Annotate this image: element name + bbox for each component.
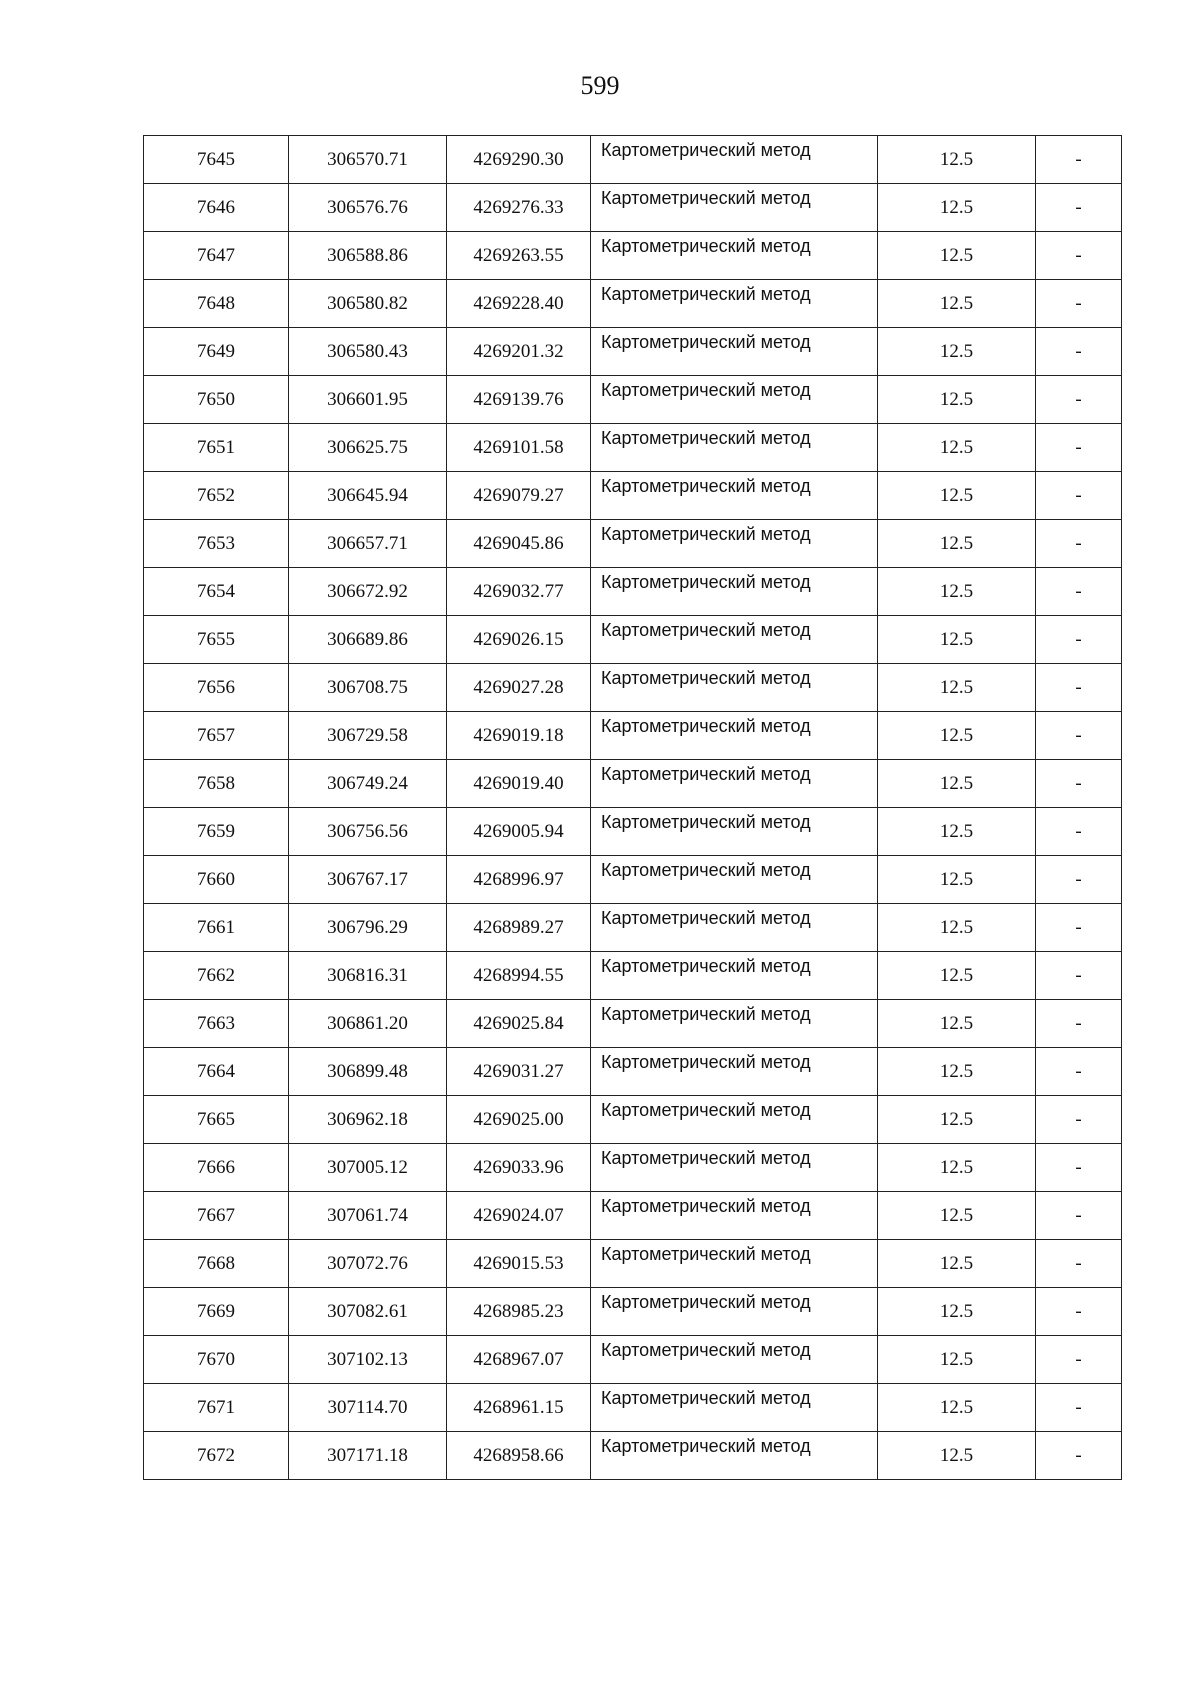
y-coordinate-cell: 4269228.40	[447, 280, 591, 328]
x-coordinate-cell: 306796.29	[289, 904, 447, 952]
note-cell: -	[1036, 712, 1122, 760]
method-cell: Картометрический метод	[591, 952, 878, 1000]
table-row	[144, 616, 1122, 664]
note-cell: -	[1036, 1336, 1122, 1384]
method-cell: Картометрический метод	[591, 1288, 878, 1336]
y-coordinate-cell: 4269032.77	[447, 568, 591, 616]
point-number-cell: 7667	[144, 1192, 289, 1240]
note-cell: -	[1036, 1192, 1122, 1240]
method-cell: Картометрический метод	[591, 1384, 878, 1432]
accuracy-cell: 12.5	[878, 1288, 1036, 1336]
point-number-cell: 7658	[144, 760, 289, 808]
note-cell: -	[1036, 1432, 1122, 1480]
point-number-cell: 7668	[144, 1240, 289, 1288]
point-number-cell: 7660	[144, 856, 289, 904]
method-cell: Картометрический метод	[591, 232, 878, 280]
table-row	[144, 1144, 1122, 1192]
table-row	[144, 808, 1122, 856]
table-row	[144, 1240, 1122, 1288]
table-row	[144, 328, 1122, 376]
point-number-cell: 7645	[144, 136, 289, 184]
method-cell: Картометрический метод	[591, 904, 878, 952]
note-cell: -	[1036, 424, 1122, 472]
point-number-cell: 7646	[144, 184, 289, 232]
y-coordinate-cell: 4269101.58	[447, 424, 591, 472]
x-coordinate-cell: 307171.18	[289, 1432, 447, 1480]
point-number-cell: 7663	[144, 1000, 289, 1048]
note-cell: -	[1036, 952, 1122, 1000]
x-coordinate-cell: 306708.75	[289, 664, 447, 712]
table-row	[144, 664, 1122, 712]
y-coordinate-cell: 4269025.84	[447, 1000, 591, 1048]
x-coordinate-cell: 306689.86	[289, 616, 447, 664]
method-cell: Картометрический метод	[591, 616, 878, 664]
y-coordinate-cell: 4269079.27	[447, 472, 591, 520]
y-coordinate-cell: 4268958.66	[447, 1432, 591, 1480]
accuracy-cell: 12.5	[878, 1096, 1036, 1144]
note-cell: -	[1036, 232, 1122, 280]
method-cell: Картометрический метод	[591, 424, 878, 472]
table-row	[144, 1432, 1122, 1480]
point-number-cell: 7654	[144, 568, 289, 616]
y-coordinate-cell: 4269263.55	[447, 232, 591, 280]
accuracy-cell: 12.5	[878, 1384, 1036, 1432]
accuracy-cell: 12.5	[878, 1336, 1036, 1384]
x-coordinate-cell: 306570.71	[289, 136, 447, 184]
method-cell: Картометрический метод	[591, 664, 878, 712]
point-number-cell: 7669	[144, 1288, 289, 1336]
point-number-cell: 7656	[144, 664, 289, 712]
table-row	[144, 232, 1122, 280]
point-number-cell: 7662	[144, 952, 289, 1000]
y-coordinate-cell: 4269027.28	[447, 664, 591, 712]
x-coordinate-cell: 306657.71	[289, 520, 447, 568]
method-cell: Картометрический метод	[591, 520, 878, 568]
accuracy-cell: 12.5	[878, 136, 1036, 184]
point-number-cell: 7651	[144, 424, 289, 472]
x-coordinate-cell: 306861.20	[289, 1000, 447, 1048]
method-cell: Картометрический метод	[591, 280, 878, 328]
note-cell: -	[1036, 472, 1122, 520]
accuracy-cell: 12.5	[878, 808, 1036, 856]
method-cell: Картометрический метод	[591, 1336, 878, 1384]
y-coordinate-cell: 4268989.27	[447, 904, 591, 952]
y-coordinate-cell: 4268994.55	[447, 952, 591, 1000]
y-coordinate-cell: 4269026.15	[447, 616, 591, 664]
accuracy-cell: 12.5	[878, 1432, 1036, 1480]
y-coordinate-cell: 4268961.15	[447, 1384, 591, 1432]
coordinates-table	[143, 135, 1122, 1480]
y-coordinate-cell: 4269201.32	[447, 328, 591, 376]
method-cell: Картометрический метод	[591, 472, 878, 520]
method-cell: Картометрический метод	[591, 712, 878, 760]
point-number-cell: 7664	[144, 1048, 289, 1096]
note-cell: -	[1036, 568, 1122, 616]
method-cell: Картометрический метод	[591, 856, 878, 904]
y-coordinate-cell: 4269031.27	[447, 1048, 591, 1096]
table-row	[144, 1048, 1122, 1096]
x-coordinate-cell: 307072.76	[289, 1240, 447, 1288]
x-coordinate-cell: 306625.75	[289, 424, 447, 472]
x-coordinate-cell: 306749.24	[289, 760, 447, 808]
accuracy-cell: 12.5	[878, 280, 1036, 328]
method-cell: Картометрический метод	[591, 1096, 878, 1144]
y-coordinate-cell: 4269276.33	[447, 184, 591, 232]
accuracy-cell: 12.5	[878, 520, 1036, 568]
note-cell: -	[1036, 904, 1122, 952]
note-cell: -	[1036, 376, 1122, 424]
y-coordinate-cell: 4269033.96	[447, 1144, 591, 1192]
y-coordinate-cell: 4269019.40	[447, 760, 591, 808]
table-row	[144, 1336, 1122, 1384]
method-cell: Картометрический метод	[591, 1048, 878, 1096]
method-cell: Картометрический метод	[591, 808, 878, 856]
x-coordinate-cell: 306580.43	[289, 328, 447, 376]
note-cell: -	[1036, 760, 1122, 808]
accuracy-cell: 12.5	[878, 1240, 1036, 1288]
table-row	[144, 568, 1122, 616]
accuracy-cell: 12.5	[878, 1192, 1036, 1240]
point-number-cell: 7653	[144, 520, 289, 568]
note-cell: -	[1036, 1048, 1122, 1096]
note-cell: -	[1036, 1288, 1122, 1336]
x-coordinate-cell: 306672.92	[289, 568, 447, 616]
point-number-cell: 7649	[144, 328, 289, 376]
method-cell: Картометрический метод	[591, 376, 878, 424]
note-cell: -	[1036, 1144, 1122, 1192]
table-row	[144, 856, 1122, 904]
point-number-cell: 7652	[144, 472, 289, 520]
point-number-cell: 7671	[144, 1384, 289, 1432]
x-coordinate-cell: 306767.17	[289, 856, 447, 904]
page-number: 599	[580, 71, 620, 100]
method-cell: Картометрический метод	[591, 1144, 878, 1192]
note-cell: -	[1036, 1384, 1122, 1432]
y-coordinate-cell: 4269015.53	[447, 1240, 591, 1288]
method-cell: Картометрический метод	[591, 1432, 878, 1480]
table-row	[144, 136, 1122, 184]
note-cell: -	[1036, 808, 1122, 856]
table-row	[144, 1000, 1122, 1048]
note-cell: -	[1036, 616, 1122, 664]
table-row	[144, 760, 1122, 808]
accuracy-cell: 12.5	[878, 952, 1036, 1000]
coordinates-table-body	[144, 136, 1122, 1480]
method-cell: Картометрический метод	[591, 184, 878, 232]
accuracy-cell: 12.5	[878, 184, 1036, 232]
y-coordinate-cell: 4269139.76	[447, 376, 591, 424]
note-cell: -	[1036, 520, 1122, 568]
x-coordinate-cell: 306729.58	[289, 712, 447, 760]
y-coordinate-cell: 4269024.07	[447, 1192, 591, 1240]
note-cell: -	[1036, 664, 1122, 712]
method-cell: Картометрический метод	[591, 760, 878, 808]
method-cell: Картометрический метод	[591, 1240, 878, 1288]
x-coordinate-cell: 307082.61	[289, 1288, 447, 1336]
accuracy-cell: 12.5	[878, 760, 1036, 808]
point-number-cell: 7647	[144, 232, 289, 280]
accuracy-cell: 12.5	[878, 1000, 1036, 1048]
y-coordinate-cell: 4269045.86	[447, 520, 591, 568]
accuracy-cell: 12.5	[878, 424, 1036, 472]
accuracy-cell: 12.5	[878, 376, 1036, 424]
x-coordinate-cell: 306580.82	[289, 280, 447, 328]
x-coordinate-cell: 306601.95	[289, 376, 447, 424]
table-row	[144, 1096, 1122, 1144]
accuracy-cell: 12.5	[878, 568, 1036, 616]
table-row	[144, 952, 1122, 1000]
x-coordinate-cell: 307005.12	[289, 1144, 447, 1192]
table-row	[144, 1384, 1122, 1432]
table-row	[144, 712, 1122, 760]
x-coordinate-cell: 306588.86	[289, 232, 447, 280]
y-coordinate-cell: 4268967.07	[447, 1336, 591, 1384]
accuracy-cell: 12.5	[878, 664, 1036, 712]
point-number-cell: 7648	[144, 280, 289, 328]
note-cell: -	[1036, 328, 1122, 376]
point-number-cell: 7655	[144, 616, 289, 664]
accuracy-cell: 12.5	[878, 232, 1036, 280]
x-coordinate-cell: 306962.18	[289, 1096, 447, 1144]
accuracy-cell: 12.5	[878, 712, 1036, 760]
y-coordinate-cell: 4268985.23	[447, 1288, 591, 1336]
table-row	[144, 472, 1122, 520]
point-number-cell: 7650	[144, 376, 289, 424]
table-row	[144, 1192, 1122, 1240]
table-row	[144, 184, 1122, 232]
accuracy-cell: 12.5	[878, 856, 1036, 904]
method-cell: Картометрический метод	[591, 568, 878, 616]
y-coordinate-cell: 4269025.00	[447, 1096, 591, 1144]
point-number-cell: 7665	[144, 1096, 289, 1144]
note-cell: -	[1036, 1000, 1122, 1048]
table-row	[144, 376, 1122, 424]
table-row	[144, 904, 1122, 952]
point-number-cell: 7666	[144, 1144, 289, 1192]
method-cell: Картометрический метод	[591, 136, 878, 184]
note-cell: -	[1036, 1240, 1122, 1288]
note-cell: -	[1036, 136, 1122, 184]
method-cell: Картометрический метод	[591, 328, 878, 376]
x-coordinate-cell: 306756.56	[289, 808, 447, 856]
table-row	[144, 280, 1122, 328]
note-cell: -	[1036, 184, 1122, 232]
note-cell: -	[1036, 856, 1122, 904]
x-coordinate-cell: 306899.48	[289, 1048, 447, 1096]
x-coordinate-cell: 307114.70	[289, 1384, 447, 1432]
table-row	[144, 424, 1122, 472]
x-coordinate-cell: 307102.13	[289, 1336, 447, 1384]
accuracy-cell: 12.5	[878, 1144, 1036, 1192]
accuracy-cell: 12.5	[878, 616, 1036, 664]
point-number-cell: 7670	[144, 1336, 289, 1384]
accuracy-cell: 12.5	[878, 904, 1036, 952]
point-number-cell: 7672	[144, 1432, 289, 1480]
point-number-cell: 7657	[144, 712, 289, 760]
method-cell: Картометрический метод	[591, 1000, 878, 1048]
x-coordinate-cell: 306645.94	[289, 472, 447, 520]
accuracy-cell: 12.5	[878, 472, 1036, 520]
x-coordinate-cell: 307061.74	[289, 1192, 447, 1240]
accuracy-cell: 12.5	[878, 1048, 1036, 1096]
point-number-cell: 7659	[144, 808, 289, 856]
y-coordinate-cell: 4269005.94	[447, 808, 591, 856]
table-row	[144, 520, 1122, 568]
accuracy-cell: 12.5	[878, 328, 1036, 376]
x-coordinate-cell: 306576.76	[289, 184, 447, 232]
y-coordinate-cell: 4268996.97	[447, 856, 591, 904]
y-coordinate-cell: 4269019.18	[447, 712, 591, 760]
method-cell: Картометрический метод	[591, 1192, 878, 1240]
note-cell: -	[1036, 280, 1122, 328]
y-coordinate-cell: 4269290.30	[447, 136, 591, 184]
point-number-cell: 7661	[144, 904, 289, 952]
note-cell: -	[1036, 1096, 1122, 1144]
table-row	[144, 1288, 1122, 1336]
x-coordinate-cell: 306816.31	[289, 952, 447, 1000]
